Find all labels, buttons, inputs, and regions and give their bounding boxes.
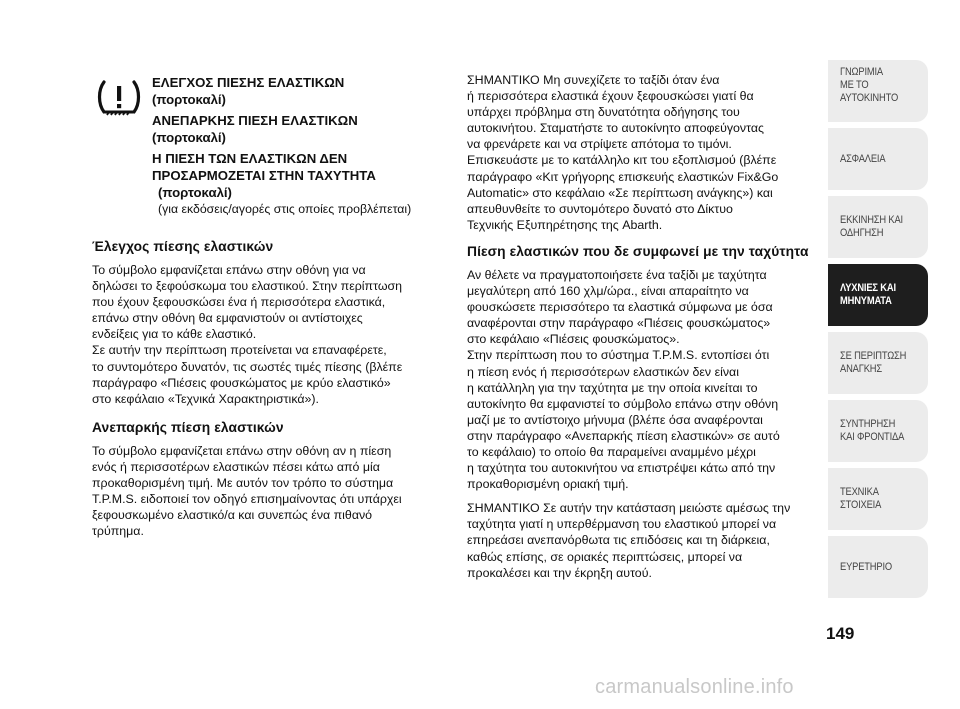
left-column — [92, 238, 448, 547]
paragraph-tire-pressure-check: Το σύμβολο εμφανίζεται επάνω στην οθόνη για να δηλώσει το ξεφούσκωμα του ελαστικού. Στην περίπτωση που έχουν ξεφουσκώσει ένα ή περισσότερα ελαστικά, επάνω στην οθόνη θα εμφανιστούν οι αντίστοιχες ενδείξεις για το κάθε ελαστικό. Σε αυτήν την περίπτωση προτείνεται να επαναφέρετε, το συντομότερο δυνατόν, τις σωστές τιμές πίεσης (βλέπε παράγραφο «Πιέσεις φουσκώματος με κρύο ελαστικό» στο κεφάλαιο «Τεχνικά Χαρακτηριστικά»). — [92, 263, 403, 406]
tab-index[interactable] — [828, 536, 928, 598]
paragraph-important-warning: ΣΗΜΑΝΤΙΚΟ Μη συνεχίζετε το ταξίδι όταν ένα ή περισσότερα ελαστικά έχουν ξεφουσκώσει γιατί θα υπάρχει πρόβλημα στη δυνατότητα οδήγησης του αυτοκινήτου. Σταματήστε το αυτοκίνητο αποφεύγοντας να φρενάρετε και να στρίψετε απότομα το τιμόνι. Επισκευάστε με το κατάλληλο κιτ του εξοπλισμού (βλέπε παράγραφο «Κιτ γρήγορης επισκευής ελαστικών Fix&Go Automatic» στο κεφάλαιο «Σε περίπτωση ανάγκης») και απευθυνθείτε το συντομότερο δυνατό στο Δίκτυο Τεχνικής Εξυπηρέτησης της Abarth. — [467, 73, 779, 232]
warning-title-2-sub: (πορτοκαλί) — [152, 130, 226, 145]
tab-warning-lights-messages[interactable] — [828, 264, 928, 326]
paragraph-important-overheating: ΣΗΜΑΝΤΙΚΟ Σε αυτήν την κατάσταση μειώστε αμέσως την ταχύτητα γιατί η υπερθέρμανση του ελαστικού μπορεί να επηρεάσει ανεπανόρθωτα τις επιδόσεις και τη διάρκεια, καθώς επίσης, σε οριακές περιπτώσεις, μπορεί να προκαλέσει και την έκρηξη αυτού. — [467, 501, 791, 580]
paragraph-speed-pressure: Αν θέλετε να πραγματοποιήσετε ένα ταξίδι με ταχύτητα μεγαλύτερη από 160 χλμ/ώρα., είναι απαραίτητο να φουσκώσετε περισσότερο τα ελαστικά σύμφωνα με όσα αναφέρονται στην παράγραφο «Πιέσεις φουσκώματος» στο κεφάλαιο «Πιέσεις φουσκώματος». Στην περίπτωση που το σύστημα T.P.M.S. εντοπίσει ότι η πίεση ενός ή περισσότερων ελαστικών δεν είναι η κατάλληλη για την ταχύτητα με την οποία κινείται το αυτοκίνητο θα εμφανιστεί το σύμβολο επάνω στην οθόνη μαζί με το αντίστοιχο μήνυμα (βλέπε όσα αναφέρονται στην παράγραφο «Ανεπαρκής πίεση ελαστικών» σε αυτό το κεφάλαιο) το οποίο θα παραμείνει αναμμένο μέχρι η ταχύτητα του αυτοκινήτου να επιστρέψει κάτω από την προκαθορισμένη οριακή τιμή. — [467, 267, 780, 492]
tab-safety[interactable] — [828, 128, 928, 190]
tab-label: ΑΣΦΑΛΕΙΑ — [840, 152, 886, 165]
tab-label: ΣΕ ΠΕΡΙΠΤΩΣΗ ΑΝΑΓΚΗΣ — [840, 350, 907, 375]
chapter-tabs — [828, 60, 928, 604]
warning-title-2-text: ΑΝΕΠΑΡΚΗΣ ΠΙΕΣΗ ΕΛΑΣΤΙΚΩΝ — [152, 113, 358, 128]
warning-title-1-text: ΕΛΕΓΧΟΣ ΠΙΕΣΗΣ ΕΛΑΣΤΙΚΩΝ — [152, 75, 345, 90]
watermark-text: carmanualsonline.info — [595, 676, 794, 698]
warning-title-3-line1: Η ΠΙΕΣΗ ΤΩΝ ΕΛΑΣΤΙΚΩΝ ΔΕΝ — [152, 151, 348, 166]
tab-label: ΓΝΩΡΙΜΙΑ ΜΕ ΤΟ ΑΥΤΟΚΙΝΗΤΟ — [840, 66, 899, 104]
paragraph-insufficient-pressure: Το σύμβολο εμφανίζεται επάνω στην οθόνη αν η πίεση ενός ή περισσοτέρων ελαστικών πέσει κάτω από μία προκαθορισμένη τιμή. Με αυτόν τον τρόπο το σύστημα T.P.M.S. ειδοποιεί τον οδηγό επισημαίνοντας ότι υπάρχει ξεφουσκωμένο ελαστικό/α και συνεπώς ένα πιθανό τρύπημα. — [92, 443, 402, 539]
tab-starting-driving[interactable] — [828, 196, 928, 258]
tab-label: ΤΕΧΝΙΚΑ ΣΤΟΙΧΕΙΑ — [840, 486, 882, 511]
section-title-insufficient-pressure: Ανεπαρκής πίεση ελαστικών — [92, 419, 284, 435]
tab-maintenance[interactable] — [828, 400, 928, 462]
warning-title-3-sub: (πορτοκαλί) — [158, 185, 232, 200]
section-title-tire-pressure-check: Έλεγχος πίεσης ελαστικών — [92, 239, 274, 254]
tab-technical-data[interactable] — [828, 468, 928, 530]
tab-getting-to-know[interactable] — [828, 60, 928, 122]
warning-titles — [152, 74, 462, 217]
section-title-speed-pressure: Πίεση ελαστικών που δε συμφωνεί με την ταχύτητα — [467, 243, 809, 259]
warning-title-2 — [152, 112, 462, 146]
tab-emergency[interactable] — [828, 332, 928, 394]
warning-title-3 — [152, 150, 462, 201]
warning-availability-note: (για εκδόσεις/αγορές στις οποίες προβλέπεται) — [158, 202, 412, 216]
tab-label: ΣΥΝΤΗΡΗΣΗ ΚΑΙ ΦΡΟΝΤΙΔΑ — [840, 418, 905, 443]
page-number: 149 — [826, 624, 855, 643]
warning-title-1 — [152, 74, 462, 108]
tab-label: ΛΥΧΝΙΕΣ ΚΑΙ ΜΗΝΥΜΑΤΑ — [840, 282, 896, 307]
warning-title-1-sub: (πορτοκαλί) — [152, 92, 226, 107]
right-column — [467, 72, 819, 589]
tab-label: ΕΥΡΕΤΗΡΙΟ — [840, 560, 892, 573]
tab-label: ΕΚΚΙΝΗΣΗ ΚΑΙ ΟΔΗΓΗΣΗ — [840, 214, 903, 239]
warning-title-3-line2: ΠΡΟΣΑΡΜΟΖΕΤΑΙ ΣΤΗΝ ΤΑΧΥΤΗΤΑ — [152, 168, 376, 183]
tire-pressure-warning-icon — [96, 78, 142, 118]
